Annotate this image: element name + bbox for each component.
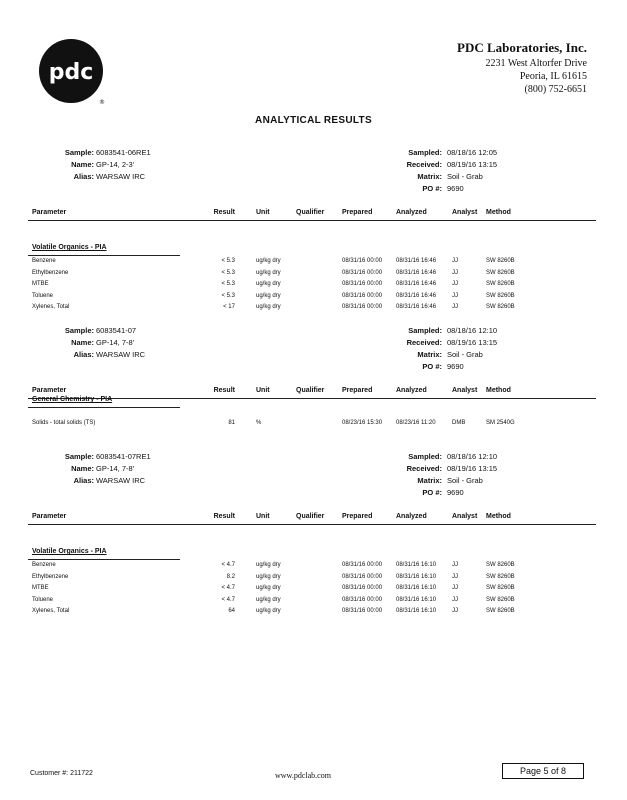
table-cell-result: 8.2 [226, 573, 235, 580]
name-label: Name: [71, 338, 94, 347]
table-cell-parameter: MTBE [32, 281, 49, 287]
section-rule [28, 559, 180, 560]
table-cell-unit: ug/kg dry [256, 562, 281, 568]
po-label: PO #: [422, 362, 442, 371]
table-cell-parameter: Xylenes, Total [32, 304, 70, 310]
table-cell-result: < 17 [223, 304, 235, 310]
sample-label: Sample: [64, 148, 94, 157]
column-header: Prepared [342, 209, 373, 216]
table-cell-method: SW 8260B [486, 304, 515, 310]
table-cell-result: < 5.3 [221, 258, 235, 264]
lab-phone: (800) 752-6651 [524, 84, 587, 95]
table-cell-result: < 5.3 [221, 269, 235, 276]
table-cell-analyst: JJ [452, 562, 458, 568]
column-header: Qualifier [296, 513, 325, 520]
sample-name: GP-14, 7-8' [96, 338, 135, 347]
table-cell-analyzed: 08/31/16 16:10 [396, 585, 437, 591]
sample-label: Sample: [64, 326, 94, 335]
registered-mark: ® [99, 99, 105, 106]
table-cell-method: SW 8260B [486, 573, 515, 580]
table-cell-prepared: 08/31/16 00:00 [342, 304, 383, 310]
column-header: Parameter [32, 209, 67, 216]
table-cell-analyst: JJ [452, 304, 458, 310]
table-cell-prepared: 08/31/16 00:00 [342, 292, 383, 299]
table-cell-analyst: JJ [452, 292, 458, 299]
report-title: ANALYTICAL RESULTS [255, 115, 372, 126]
table-cell-parameter: Ethylbenzene [32, 269, 69, 276]
column-header: Analyst [452, 209, 478, 216]
table-cell-method: SW 8260B [486, 608, 515, 614]
section-rule [28, 407, 180, 408]
matrix-label: Matrix: [417, 172, 442, 181]
lab-address-line1: 2231 West Altorfer Drive [485, 58, 587, 69]
table-cell-prepared: 08/23/16 15:30 [342, 420, 383, 426]
sample-label: Sample: [64, 452, 94, 461]
table-cell-result: 64 [228, 608, 235, 614]
table-cell-analyzed: 08/31/16 16:46 [396, 292, 437, 299]
column-header: Parameter [32, 513, 67, 520]
table-cell-analyzed: 08/31/16 16:10 [396, 562, 437, 568]
alias-label: Alias: [73, 476, 94, 485]
table-cell-analyst: DMB [452, 420, 466, 426]
sampled-label: Sampled: [408, 452, 442, 461]
po-label: PO #: [422, 184, 442, 193]
sample-alias: WARSAW IRC [96, 172, 146, 181]
section-title: Volatile Organics - PIA [32, 548, 107, 555]
column-header: Prepared [342, 387, 373, 394]
table-cell-analyzed: 08/31/16 16:46 [396, 269, 437, 276]
pdc-logo [38, 38, 108, 108]
lab-name: PDC Laboratories, Inc. [457, 40, 587, 55]
table-cell-parameter: Solids - total solids (TS) [32, 420, 96, 426]
column-header: Analyst [452, 513, 478, 520]
sample-name: GP-14, 7-8' [96, 464, 135, 473]
header-rule [28, 524, 596, 525]
table-cell-unit: % [256, 420, 262, 426]
column-header: Analyzed [396, 513, 427, 520]
table-cell-method: SW 8260B [486, 585, 515, 591]
received-value: 08/19/16 13:15 [447, 338, 498, 347]
table-cell-analyst: JJ [452, 608, 458, 614]
column-header: Result [213, 387, 235, 394]
section-title: General Chemistry - PIA [32, 396, 113, 403]
table-cell-unit: ug/kg dry [256, 292, 281, 299]
table-cell-parameter: Toluene [32, 596, 54, 603]
sampled-value: 08/18/16 12:05 [447, 148, 498, 157]
table-cell-method: SW 8260B [486, 562, 515, 568]
table-cell-analyzed: 08/31/16 16:10 [396, 596, 437, 603]
table-cell-result: < 5.3 [221, 281, 235, 287]
column-header: Result [213, 209, 235, 216]
sampled-label: Sampled: [408, 148, 442, 157]
table-cell-analyst: JJ [452, 596, 458, 603]
name-label: Name: [71, 464, 94, 473]
section-rule [28, 255, 180, 256]
table-cell-prepared: 08/31/16 00:00 [342, 281, 383, 287]
column-header: Unit [256, 513, 270, 520]
table-cell-method: SM 2540G [486, 420, 515, 426]
column-header: Parameter [32, 387, 67, 394]
po-label: PO #: [422, 488, 442, 497]
header-rule [28, 398, 596, 399]
column-header: Prepared [342, 513, 373, 520]
table-cell-result: < 4.7 [221, 585, 235, 591]
alias-label: Alias: [73, 350, 94, 359]
po-value: 9690 [447, 488, 464, 497]
website: www.pdclab.com [275, 771, 331, 780]
column-header: Qualifier [296, 387, 325, 394]
logo-text: pdc [48, 60, 94, 85]
table-cell-analyst: JJ [452, 281, 458, 287]
received-label: Received: [406, 464, 442, 473]
table-cell-prepared: 08/31/16 00:00 [342, 608, 383, 614]
table-cell-analyzed: 08/31/16 16:46 [396, 258, 437, 264]
sample-id: 6083541-06RE1 [96, 148, 151, 157]
sample-alias: WARSAW IRC [96, 476, 146, 485]
table-cell-unit: ug/kg dry [256, 281, 281, 287]
column-header: Analyzed [396, 209, 427, 216]
column-header: Unit [256, 209, 270, 216]
sampled-value: 08/18/16 12:10 [447, 452, 498, 461]
column-header: Analyst [452, 387, 478, 394]
table-cell-analyst: JJ [452, 573, 458, 580]
column-header: Method [486, 209, 511, 216]
table-cell-result: < 5.3 [221, 292, 235, 299]
table-cell-analyst: JJ [452, 258, 458, 264]
table-cell-prepared: 08/31/16 00:00 [342, 269, 383, 276]
table-cell-method: SW 8260B [486, 281, 515, 287]
table-cell-parameter: Toluene [32, 292, 54, 299]
sample-id: 6083541-07RE1 [96, 452, 151, 461]
table-cell-unit: ug/kg dry [256, 573, 281, 580]
sample-alias: WARSAW IRC [96, 350, 146, 359]
table-cell-method: SW 8260B [486, 269, 515, 276]
table-cell-prepared: 08/31/16 00:00 [342, 585, 383, 591]
matrix-value: Soil - Grab [447, 476, 483, 485]
table-cell-result: 81 [228, 420, 235, 426]
table-cell-analyzed: 08/31/16 16:10 [396, 608, 437, 614]
table-cell-analyzed: 08/31/16 16:10 [396, 573, 437, 580]
table-cell-prepared: 08/31/16 00:00 [342, 596, 383, 603]
matrix-label: Matrix: [417, 476, 442, 485]
column-header: Unit [256, 387, 270, 394]
table-cell-unit: ug/kg dry [256, 269, 281, 276]
sample-name: GP-14, 2-3' [96, 160, 135, 169]
name-label: Name: [71, 160, 94, 169]
section-title: Volatile Organics - PIA [32, 244, 107, 251]
table-cell-prepared: 08/31/16 00:00 [342, 258, 383, 264]
customer-number: Customer #: 211722 [30, 770, 93, 777]
table-cell-unit: ug/kg dry [256, 258, 281, 264]
sample-id: 6083541-07 [96, 326, 137, 335]
received-label: Received: [406, 160, 442, 169]
table-cell-method: SW 8260B [486, 258, 515, 264]
table-cell-result: < 4.7 [221, 596, 235, 603]
table-cell-analyst: JJ [452, 585, 458, 591]
sampled-value: 08/18/16 12:10 [447, 326, 498, 335]
table-cell-analyzed: 08/31/16 16:46 [396, 281, 437, 287]
alias-label: Alias: [73, 172, 94, 181]
table-cell-parameter: Benzene [32, 562, 56, 568]
table-cell-parameter: Ethylbenzene [32, 573, 69, 580]
matrix-label: Matrix: [417, 350, 442, 359]
po-value: 9690 [447, 362, 464, 371]
received-value: 08/19/16 13:15 [447, 464, 498, 473]
table-cell-unit: ug/kg dry [256, 304, 281, 310]
po-value: 9690 [447, 184, 464, 193]
table-cell-prepared: 08/31/16 00:00 [342, 562, 383, 568]
table-cell-method: SW 8260B [486, 292, 515, 299]
table-cell-method: SW 8260B [486, 596, 515, 603]
table-cell-parameter: MTBE [32, 585, 49, 591]
table-cell-analyzed: 08/23/16 11:20 [396, 420, 436, 426]
matrix-value: Soil - Grab [447, 350, 483, 359]
table-cell-unit: ug/kg dry [256, 596, 281, 603]
column-header: Result [213, 513, 235, 520]
received-label: Received: [406, 338, 442, 347]
page-number: Page 5 of 8 [502, 763, 584, 779]
table-cell-parameter: Xylenes, Total [32, 608, 70, 614]
table-cell-analyst: JJ [452, 269, 458, 276]
sampled-label: Sampled: [408, 326, 442, 335]
column-header: Method [486, 387, 511, 394]
table-cell-unit: ug/kg dry [256, 608, 281, 614]
column-header: Qualifier [296, 209, 325, 216]
table-cell-result: < 4.7 [221, 562, 235, 568]
table-cell-prepared: 08/31/16 00:00 [342, 573, 383, 580]
column-header: Method [486, 513, 511, 520]
received-value: 08/19/16 13:15 [447, 160, 498, 169]
lab-address-line2: Peoria, IL 61615 [519, 71, 587, 82]
column-header: Analyzed [396, 387, 427, 394]
matrix-value: Soil - Grab [447, 172, 483, 181]
table-cell-unit: ug/kg dry [256, 585, 281, 591]
table-cell-analyzed: 08/31/16 16:46 [396, 304, 437, 310]
header-rule [28, 220, 596, 221]
table-cell-parameter: Benzene [32, 258, 56, 264]
